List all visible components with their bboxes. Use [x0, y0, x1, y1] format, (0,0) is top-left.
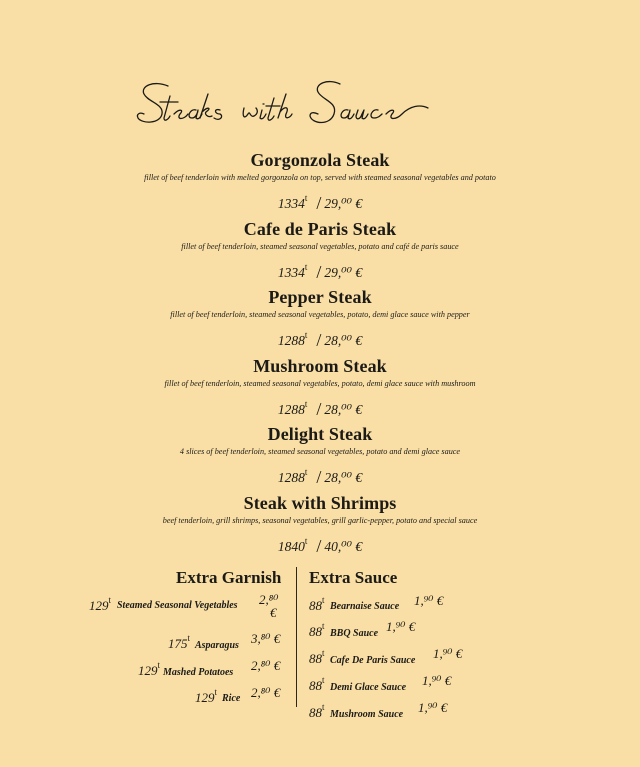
price-eur: 29,⁰⁰ €: [324, 265, 363, 280]
currency-local: t: [304, 262, 308, 272]
dish-name: Gorgonzola Steak: [250, 150, 390, 170]
menu-title: [134, 74, 434, 136]
currency-local: t: [304, 193, 308, 203]
price-eur: 40,⁰⁰ €: [324, 539, 363, 554]
price-local: 1840: [277, 539, 305, 554]
dish-price: 1334$^t$ / 29,⁰⁰ €: [277, 193, 363, 213]
price-local: 88$^t$: [309, 648, 325, 666]
price-local: 1334: [277, 265, 305, 280]
price-eur-currency: €: [270, 605, 277, 620]
price-eur: 1,⁹⁰ €: [433, 646, 463, 661]
currency-local: t: [304, 536, 308, 546]
price-eur: 28,⁰⁰ €: [324, 402, 363, 417]
dish-description: fillet of beef tenderloin with melted gorgonzola on top, served with steamed seasonal vegetables and potato: [144, 173, 496, 182]
price-eur: 1,⁹⁰ €: [386, 619, 416, 634]
dish-price: 1288$^t$ / 28,⁰⁰ €: [277, 467, 363, 487]
dish-name: Steak with Shrimps: [243, 493, 397, 513]
dish-name: Mushroom Steak: [253, 356, 387, 376]
dish-mushroom-steak: [0, 356, 640, 419]
dish-description: 4 slices of beef tenderloin, steamed seasonal vegetables, potato and demi glace sauce: [179, 447, 461, 456]
dish-description: fillet of beef tenderloin, steamed seasonal vegetables, potato and café de paris sauce: [181, 242, 459, 251]
price-local: 88$^t$: [309, 675, 325, 693]
item-name: Demi Glace Sauce: [330, 682, 407, 693]
price-local: 129$^t$: [195, 687, 218, 705]
item-name: Rice: [222, 693, 241, 704]
dish-cafe-de-paris-steak: [0, 219, 640, 282]
price-eur: 1,⁹⁰ €: [422, 673, 452, 688]
price-eur: 28,⁰⁰ €: [324, 470, 363, 485]
dish-pepper-steak: [0, 287, 640, 350]
dish-delight-steak: [0, 424, 640, 487]
dish-description: beef tenderloin, grill shrimps, seasonal vegetables, grill garlic-pepper, potato and special sauce: [162, 516, 478, 525]
item-name: Steamed Seasonal Vegetables: [117, 600, 238, 611]
dish-name: Delight Steak: [267, 424, 373, 444]
dish-price: 1288$^t$ / 28,⁰⁰ €: [277, 399, 363, 419]
currency-local: t: [304, 330, 308, 340]
price-eur: 1,⁹⁰ €: [414, 593, 444, 608]
item-name: BBQ Sauce: [330, 628, 379, 639]
price-local: 1288: [277, 402, 305, 417]
item-name: Mushroom Sauce: [330, 709, 404, 720]
dish-price: 1334$^t$ / 29,⁰⁰ €: [277, 262, 363, 282]
currency-local: t: [304, 467, 308, 477]
price-eur: 2,⁸⁰ €: [251, 658, 281, 673]
price-eur: 28,⁰⁰ €: [324, 333, 363, 348]
item-name: Mashed Potatoes: [163, 667, 234, 678]
price-eur: 29,⁰⁰ €: [324, 196, 363, 211]
dish-price: 1840$^t$ / 40,⁰⁰ €: [277, 536, 363, 556]
dish-gorgonzola-steak: [0, 150, 640, 213]
price-local: 175$^t$: [168, 633, 191, 651]
dish-name: Cafe de Paris Steak: [243, 219, 397, 239]
dish-description: fillet of beef tenderloin, steamed seasonal vegetables, potato, demi glace sauce with mushroom: [164, 379, 476, 388]
dish-price: 1288$^t$ / 28,⁰⁰ €: [277, 330, 363, 350]
price-local: 129$^t$: [138, 660, 161, 678]
price-local: 88$^t$: [309, 595, 325, 613]
dish-name: Pepper Steak: [268, 287, 372, 307]
item-name: Asparagus: [195, 640, 239, 651]
price-local: 1288: [277, 470, 305, 485]
item-name: Cafe De Paris Sauce: [330, 655, 416, 666]
price-local: 88$^t$: [309, 702, 325, 720]
price-local: 129$^t$: [89, 595, 112, 613]
price-eur: 3,⁸⁰ €: [251, 631, 281, 646]
price-local: 1288: [277, 333, 305, 348]
column-divider: [296, 567, 297, 707]
currency-local: t: [304, 399, 308, 409]
script-title-lettering: [134, 74, 434, 136]
extra-garnish-heading: Extra Garnish: [176, 568, 282, 587]
price-eur: 2,⁸⁰ €: [251, 685, 281, 700]
dish-steak-with-shrimps: [0, 493, 640, 556]
dish-description: fillet of beef tenderloin, steamed seasonal vegetables, potato, demi glace sauce with pepper: [170, 310, 470, 319]
price-eur: 1,⁹⁰ €: [418, 700, 448, 715]
price-eur: 2,⁸⁰: [259, 592, 279, 607]
extra-sauce-heading: Extra Sauce: [309, 568, 398, 587]
item-name: Bearnaise Sauce: [330, 601, 400, 612]
price-local: 1334: [277, 196, 305, 211]
price-local: 88$^t$: [309, 621, 325, 639]
